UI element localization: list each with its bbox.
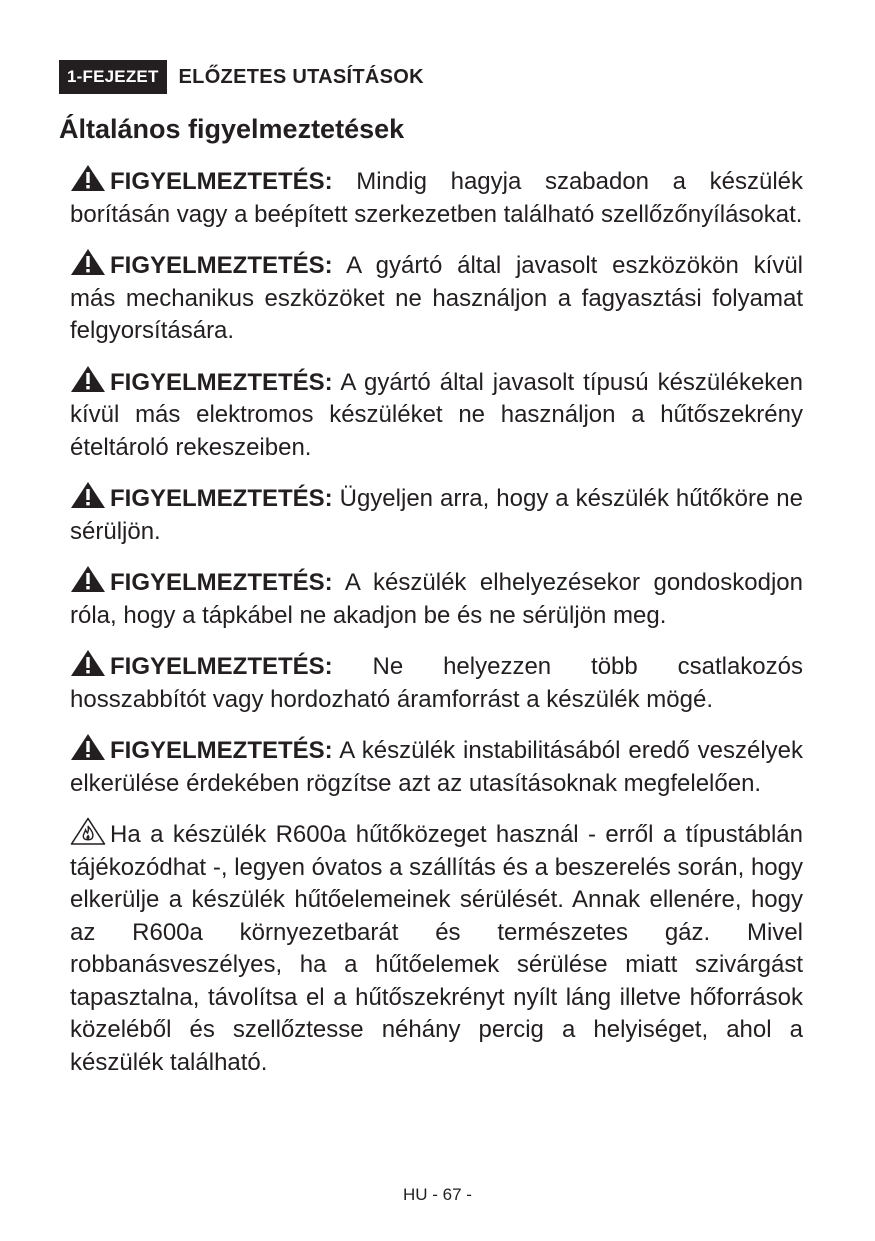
warning-icon — [70, 164, 106, 192]
section-title: Általános figyelmeztetések — [59, 114, 405, 144]
warnings-list — [70, 164, 803, 1096]
warning-item — [70, 248, 803, 348]
warning-text: A gyártó által javasolt eszközökön kívül más mechanikus eszközöket ne használjon a fagyasztási folyamat felgyorsítására. — [70, 252, 803, 344]
warning-item — [70, 565, 803, 632]
warning-item — [70, 481, 803, 548]
warning-text: A készülék elhelyezésekor gondoskodjon róla, hogy a tápkábel ne akadjon be és ne sérüljön meg. — [70, 569, 803, 629]
warning-label: FIGYELMEZTETÉS: — [110, 485, 333, 512]
warning-label: FIGYELMEZTETÉS: — [110, 168, 333, 195]
warning-label: FIGYELMEZTETÉS: — [110, 569, 333, 596]
warning-item — [70, 733, 803, 800]
warning-label: FIGYELMEZTETÉS: — [110, 252, 333, 279]
flammable-note — [70, 817, 803, 1079]
page-header — [59, 60, 424, 94]
chapter-badge: 1-FEJEZET — [59, 60, 167, 94]
warning-text: A készülék instabilitásából eredő veszélyek elkerülése érdekében rögzítse azt az utasításoknak megfelelően. — [70, 737, 803, 797]
flammable-note-text: Ha a készülék R600a hűtőközeget használ - erről a típustáblán tájékozódhat -, legyen óvatos a szállítás és a beszerelés során, hogy elkerülje a készülék hűtőelemeinek sérülését. Annak ellenére, hogy az R600a környezetbarát és természetes gáz. Mivel robbanásveszélyes, ha a hűtőelemek sérülése miatt szivárgást tapasztalna, távolítsa el a hűtőszekrényt nyílt láng illetve hőforrások közeléből és szellőztesse néhány percig a helyiséget, ahol a készülék található. — [70, 821, 803, 1076]
warning-icon — [70, 248, 106, 276]
warning-icon — [70, 649, 106, 677]
warning-item — [70, 164, 803, 231]
flammable-warning-icon — [70, 817, 106, 845]
warning-text: Ne helyezzen több csatlakozós hosszabbítót vagy hordozható áramforrást a készülék mögé. — [70, 653, 803, 713]
warning-icon — [70, 565, 106, 593]
warning-icon — [70, 733, 106, 761]
warning-text: Mindig hagyja szabadon a készülék borításán vagy a beépített szerkezetben található szellőzőnyílásokat. — [70, 168, 803, 228]
warning-label: FIGYELMEZTETÉS: — [110, 653, 333, 680]
warning-item — [70, 649, 803, 716]
warning-text: A gyártó által javasolt típusú készülékeken kívül más elektromos készüléket ne használjon a hűtőszekrény ételtároló rekeszeiben. — [70, 368, 803, 461]
warning-text: Ügyeljen arra, hogy a készülék hűtőköre ne sérüljön. — [70, 485, 803, 545]
warning-icon — [70, 481, 106, 509]
page-number: HU - 67 - — [403, 1185, 472, 1204]
warning-item — [70, 365, 803, 465]
chapter-title: ELŐZETES UTASÍTÁSOK — [178, 65, 424, 88]
warning-label: FIGYELMEZTETÉS: — [110, 368, 333, 396]
warning-icon — [70, 365, 106, 393]
warning-label: FIGYELMEZTETÉS: — [110, 737, 333, 764]
